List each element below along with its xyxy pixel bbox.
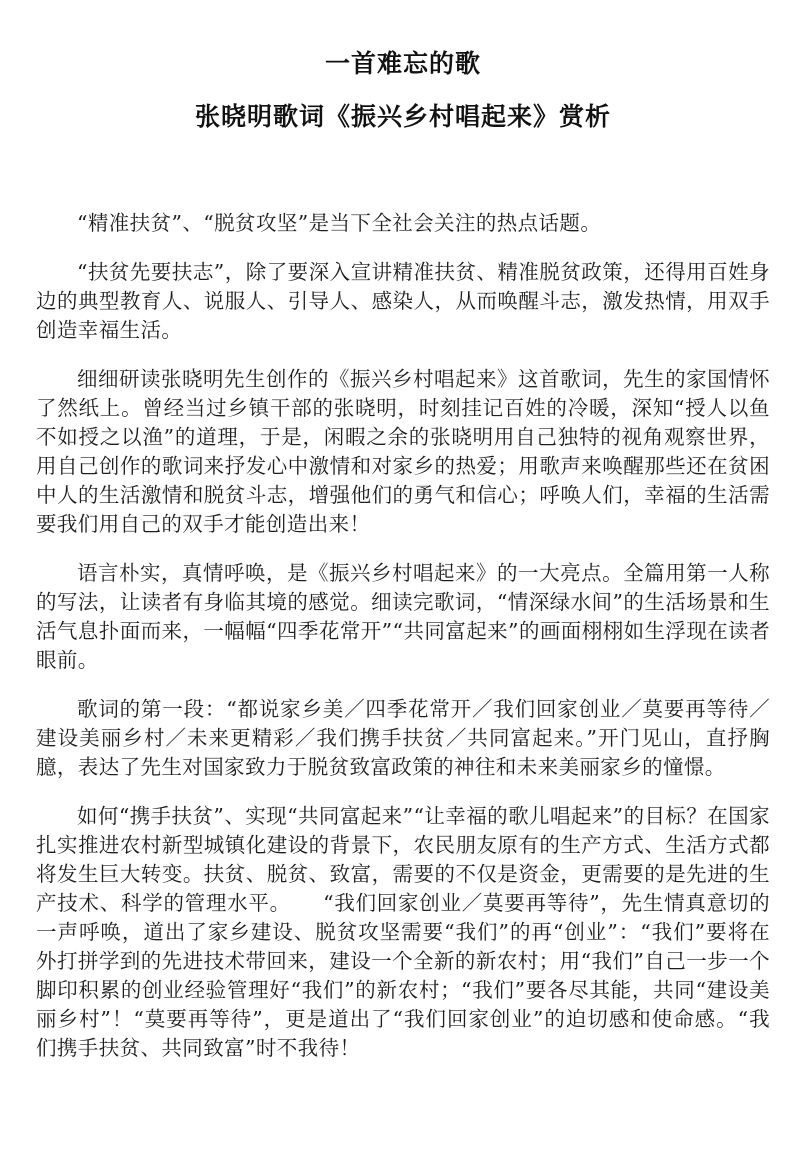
paragraph-4: 语言朴实，真情呼唤，是《振兴乡村唱起来》的一大亮点。全篇用第一人称的写法，让读者有身临其境的感觉。细读完歌词，“情深绿水间”的生活场景和生活气息扑面而来，一幅幅“四季花常开”“共同富起来”的画面栩栩如生浮现在读者眼前。	[36, 561, 770, 672]
paragraph-2: “扶贫先要扶志”，除了要深入宣讲精准扶贫、精准脱贫政策，还得用百姓身边的典型教育人、说服人、引导人、感染人，从而唤醒斗志，激发热情，用双手创造幸福生活。	[36, 260, 770, 342]
paragraph-5: 歌词的第一段：“都说家乡美／四季花常开／我们回家创业／莫要再等待／建设美丽乡村／未来更精彩／我们携手扶贫／共同富起来。”开门见山，直抒胸臆，表达了先生对国家致力于脱贫致富政策的神往和未来美丽家乡的憧憬。	[36, 697, 770, 779]
paragraph-1: “精准扶贫”、“脱贫攻坚”是当下全社会关注的热点话题。	[77, 211, 602, 235]
paragraph-6: 如何“携手扶贫”、实现“共同富起来”“让幸福的歌儿唱起来”的目标？在国家扎实推进农村新型城镇化建设的背景下，农民朋友原有的生产方式、生活方式都将发生巨大转变。扶贫、脱贫、致富，需要的不仅是资金，更需要的是先进的生产技术、科学的管理水平。 “我们回家创业／莫要再等待”，先生情真意切的一声呼唤，道出了家乡建设、脱贫攻坚需要“我们”的再“创业”：“我们”要将在外打拼学到的先进技术带回来，建设一个全新的新农村；用“我们”自己一步一个脚印积累的创业经验管理好“我们”的新农村；“我们”要各尽其能，共同“建设美丽乡村”！“莫要再等待”，更是道出了“我们回家创业”的迫切感和使命感。“我们携手扶贫、共同致富”时不我待！	[36, 804, 770, 1060]
paragraph-3: 细细研读张晓明先生创作的《振兴乡村唱起来》这首歌词，先生的家国情怀了然纸上。曾经当过乡镇干部的张晓明，时刻挂记百姓的冷暖，深知“授人以鱼不如授之以渔”的道理，于是，闲暇之余的张晓明用自己独特的视角观察世界，用自己创作的歌词来抒发心中激情和对家乡的热爱；用歌声来唤醒那些还在贫困中人的生活激情和脱贫斗志，增强他们的勇气和信心；呼唤人们，幸福的生活需要我们用自己的双手才能创造出来！	[36, 367, 770, 536]
document-title: 一首难忘的歌	[324, 49, 481, 78]
document-subtitle: 张晓明歌词《振兴乡村唱起来》赏析	[194, 102, 611, 131]
article-body	[36, 209, 770, 1063]
